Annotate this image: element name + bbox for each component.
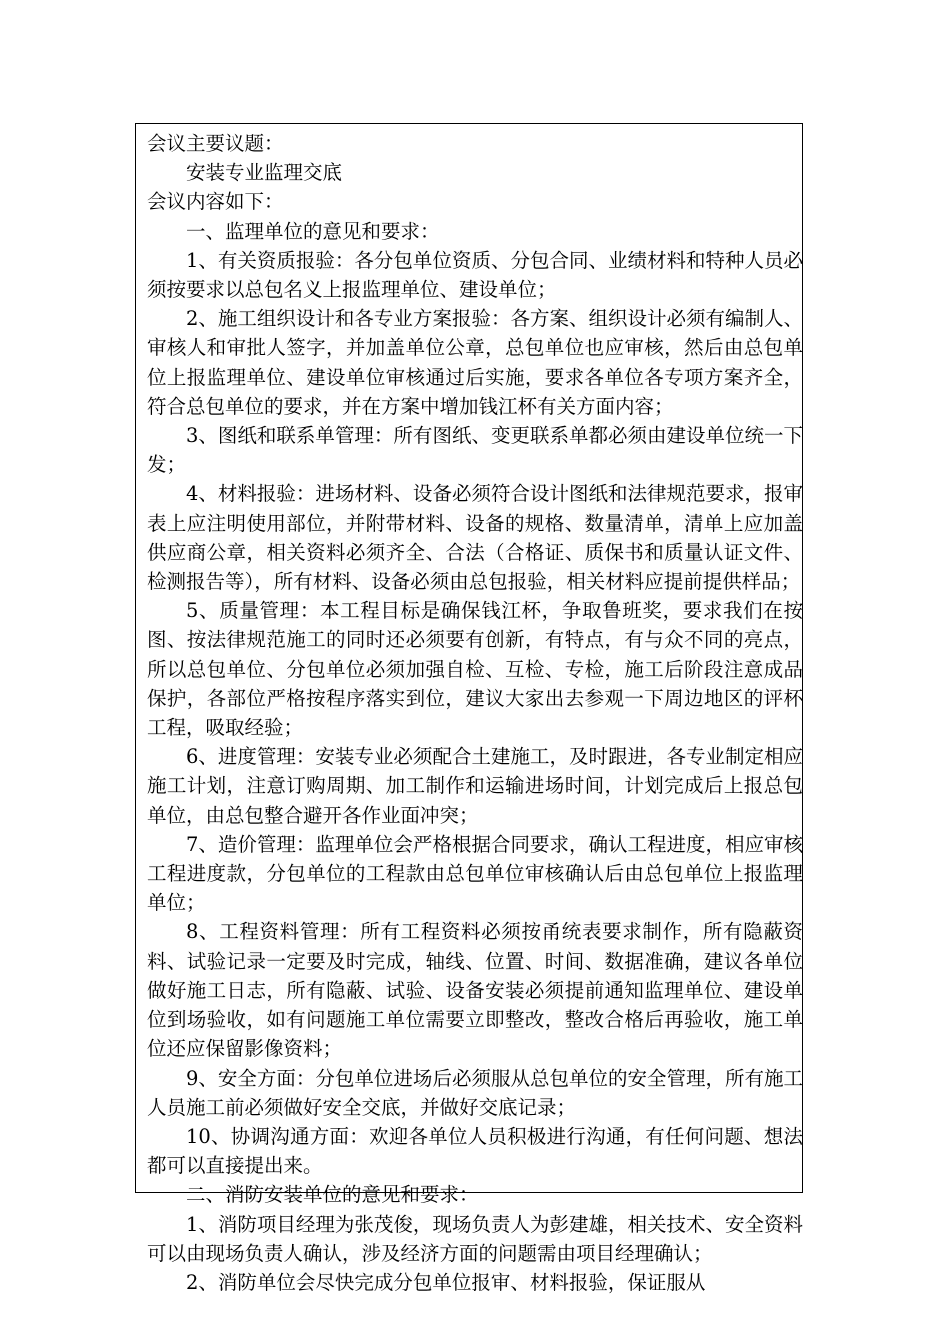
document-table-cell (135, 123, 803, 1294)
paragraph-item: 8、工程资料管理：所有工程资料必须按甬统表要求制作，所有隐蔽资料、试验记录一定要及时完成，轴线、位置、时间、数据准确，建议各单位做好施工日志，所有隐蔽、试验、设备安装必须提前通知监理单位、建设单位到场验收，如有问题施工单位需要立即整改，整改合格后再验收，施工单位还应保留影像资料； (147, 920, 803, 1061)
meeting-topic-text: 安装专业监理交底 (186, 161, 343, 185)
section-heading-fire-installation: 二、消防安装单位的意见和要求： (186, 1183, 479, 1207)
heading-meeting-content: 会议内容如下： (147, 190, 284, 214)
paragraph-item: 7、造价管理：监理单位会严格根据合同要求，确认工程进度，相应审核工程进度款，分包单位的工程款由总包单位审核确认后由总包单位上报监理单位； (147, 832, 803, 915)
paragraph-item: 10、协调沟通方面：欢迎各单位人员积极进行沟通，有任何问题、想法都可以直接提出来。 (147, 1124, 803, 1178)
document-body (147, 129, 803, 1297)
heading-meeting-topic: 会议主要议题： (147, 132, 284, 155)
paragraph-item: 2、消防单位会尽快完成分包单位报审、材料报验，保证服从 (186, 1270, 706, 1294)
paragraph-item: 6、进度管理：安装专业必须配合土建施工，及时跟进，各专业制定相应施工计划，注意订购周期、加工制作和运输进场时间，计划完成后上报总包单位，由总包整合避开各作业面冲突； (147, 745, 803, 827)
paragraph-item: 5、质量管理：本工程目标是确保钱江杯，争取鲁班奖，要求我们在按图、按法律规范施工的同时还必须要有创新，有特点，有与众不同的亮点，所以总包单位、分包单位必须加强自检、互检、专检，施工后阶段注意成品保护，各部位严格按程序落实到位，建议大家出去参观一下周边地区的评杯工程，吸取经验； (147, 599, 803, 740)
paragraph-item: 4、材料报验：进场材料、设备必须符合设计图纸和法律规范要求，报审表上应注明使用部位，并附带材料、设备的规格、数量清单，清单上应加盖供应商公章，相关资料必须齐全、合法（合格证、质保书和质量认证文件、检测报告等），所有材料、设备必须由总包报验，相关材料应提前提供样品； (147, 482, 803, 594)
paragraph-item: 1、有关资质报验：各分包单位资质、分包合同、业绩材料和特种人员必须按要求以总包名义上报监理单位、建设单位； (147, 248, 803, 302)
paragraph-item: 1、消防项目经理为张茂俊，现场负责人为彭建雄，相关技术、安全资料可以由现场负责人确认，涉及经济方面的问题需由项目经理确认； (147, 1212, 803, 1265)
section-heading-supervision: 一、监理单位的意见和要求： (186, 219, 440, 243)
paragraph-item: 2、施工组织设计和各专业方案报验：各方案、组织设计必须有编制人、审核人和审批人签字，并加盖单位公章，总包单位也应审核，然后由总包单位上报监理单位、建设单位审核通过后实施，要求各单位各专项方案齐全，符合总包单位的要求，并在方案中增加钱江杯有关方面内容； (147, 307, 803, 418)
paragraph-item: 9、安全方面：分包单位进场后必须服从总包单位的安全管理，所有施工人员施工前必须做好安全交底，并做好交底记录； (147, 1066, 803, 1119)
paragraph-item: 3、图纸和联系单管理：所有图纸、变更联系单都必须由建设单位统一下发； (147, 424, 803, 477)
